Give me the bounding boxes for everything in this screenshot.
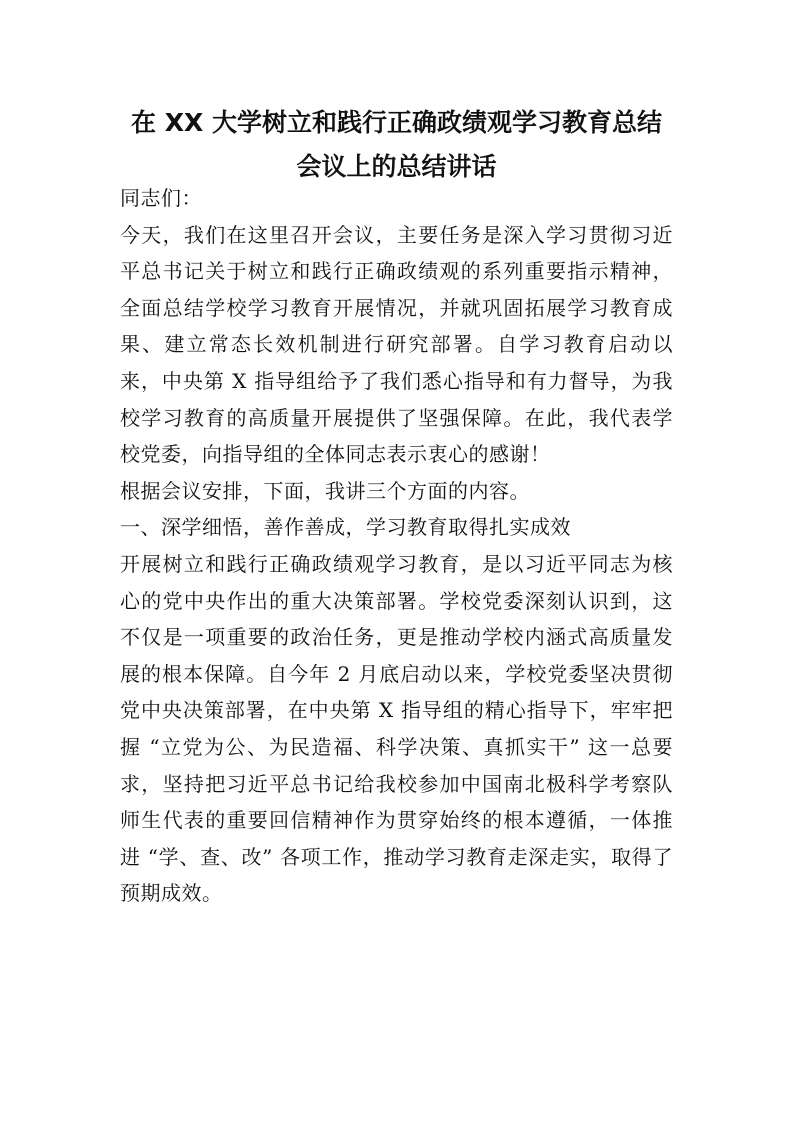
document-body xyxy=(120,180,673,912)
salutation: 同志们： xyxy=(120,186,202,210)
document-title: 在 XX 大学树立和践行正确政绩观学习教育总结会议上的总结讲话 xyxy=(131,108,662,181)
agenda-paragraph: 根据会议安排，下面，我讲三个方面的内容。 xyxy=(120,478,530,503)
intro-paragraph: 今天，我们在这里召开会议，主要任务是深入学习贯彻习近平总书记关于树立和践行正确政绩观的系列重要指示精神，全面总结学校学习教育开展情况，并就巩固拓展学习教育成果、建立常态长效机制进行研究部署。自学习教育启动以来，中央第 X 指导组给予了我们悉心指导和有力督导，为我校学习教育的高质量开展提供了坚强保障。在此，我代表学校党委，向指导组的全体同志表示衷心的感谢！ xyxy=(120,222,673,467)
section-1-paragraph: 开展树立和践行正确政绩观学习教育，是以习近平同志为核心的党中央作出的重大决策部署。学校党委深刻认识到，这不仅是一项重要的政治任务，更是推动学校内涵式高质量发展的根本保障。自今年 2 月底启动以来，学校党委坚决贯彻党中央决策部署，在中央第 X 指导组的精心指导下，牢牢把握 “立党为公、为民造福、科学决策、真抓实干” 这一总要求，坚持把习近平总书记给我校参加中国南北极科学考察队师生代表的重要回信精神作为贯穿始终的根本遵循，一体推进 “学、查、改” 各项工作，推动学习教育走深走实，取得了预期成效。 xyxy=(120,551,673,906)
section-heading-1: 一、深学细悟，善作善成，学习教育取得扎实成效 xyxy=(120,515,571,540)
